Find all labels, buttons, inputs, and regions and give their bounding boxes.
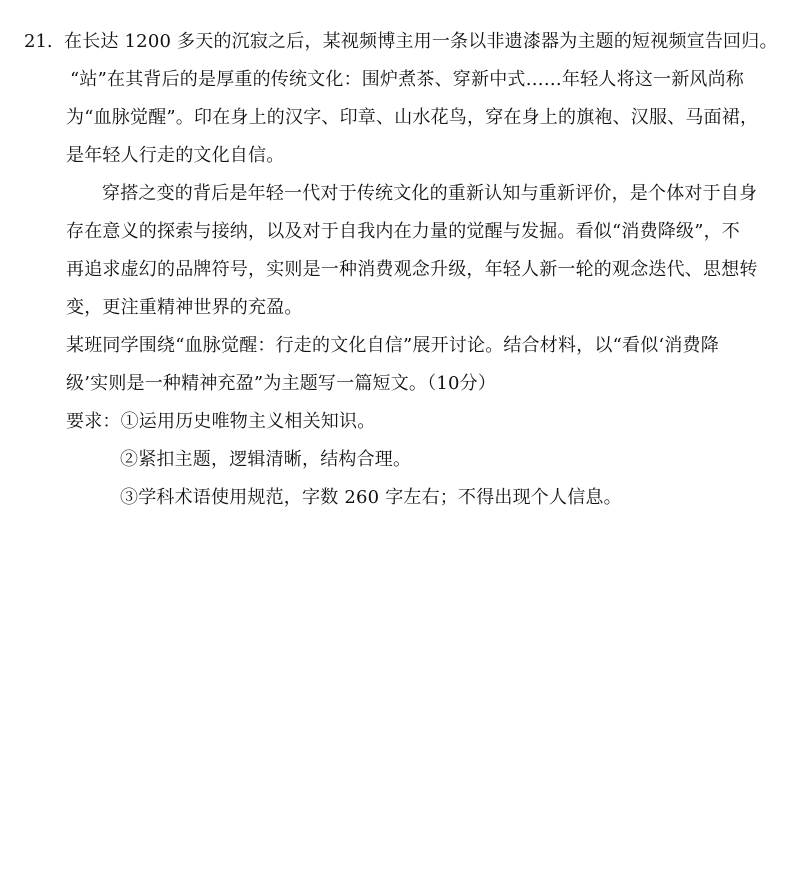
- paragraph-2-line-3: 再追求虚幻的品牌符号，实则是一种消费观念升级，年轻人新一轮的观念迭代、思想转: [66, 259, 758, 280]
- paragraph-1-line-4: 是年轻人行走的文化自信。: [66, 145, 285, 166]
- requirement-3: ③学科术语使用规范，字数 260 字左右；不得出现个人信息。: [120, 487, 622, 508]
- paragraph-2-line-1: 穿搭之变的背后是年轻一代对于传统文化的重新认知与重新评价，是个体对于自身: [102, 183, 758, 204]
- paragraph-2-line-4: 变，更注重精神世界的充盈。: [66, 297, 303, 318]
- task-line-1: 某班同学围绕“血脉觉醒：行走的文化自信”展开讨论。结合材料，以“看似‘消费降: [66, 335, 719, 356]
- paragraph-1-line-1: 在长达 1200 多天的沉寂之后，某视频博主用一条以非遗漆器为主题的短视频宣告回归。: [64, 31, 778, 52]
- task-line-2: 级’实则是一种精神充盈”为主题写一篇短文。（10分）: [66, 373, 497, 394]
- requirement-1: ①运用历史唯物主义相关知识。: [120, 411, 376, 432]
- requirements-row-1: [66, 410, 375, 434]
- paragraph-1-line-3: 为“血脉觉醒”。印在身上的汉字、印章、山水花鸟，穿在身上的旗袍、汉服、马面裙，: [66, 107, 759, 128]
- requirements-label: 要求：: [66, 411, 121, 432]
- question-number: 21.: [24, 31, 53, 52]
- paragraph-1-line-2: “站”在其背后的是厚重的传统文化：围炉煮茶、穿新中式……年轻人将这一新风尚称: [70, 69, 745, 90]
- requirement-2: ②紧扣主题，逻辑清晰，结构合理。: [120, 449, 412, 470]
- paragraph-2-line-2: 存在意义的探索与接纳，以及对于自我内在力量的觉醒与发掘。看似“消费降级”，不: [66, 221, 741, 242]
